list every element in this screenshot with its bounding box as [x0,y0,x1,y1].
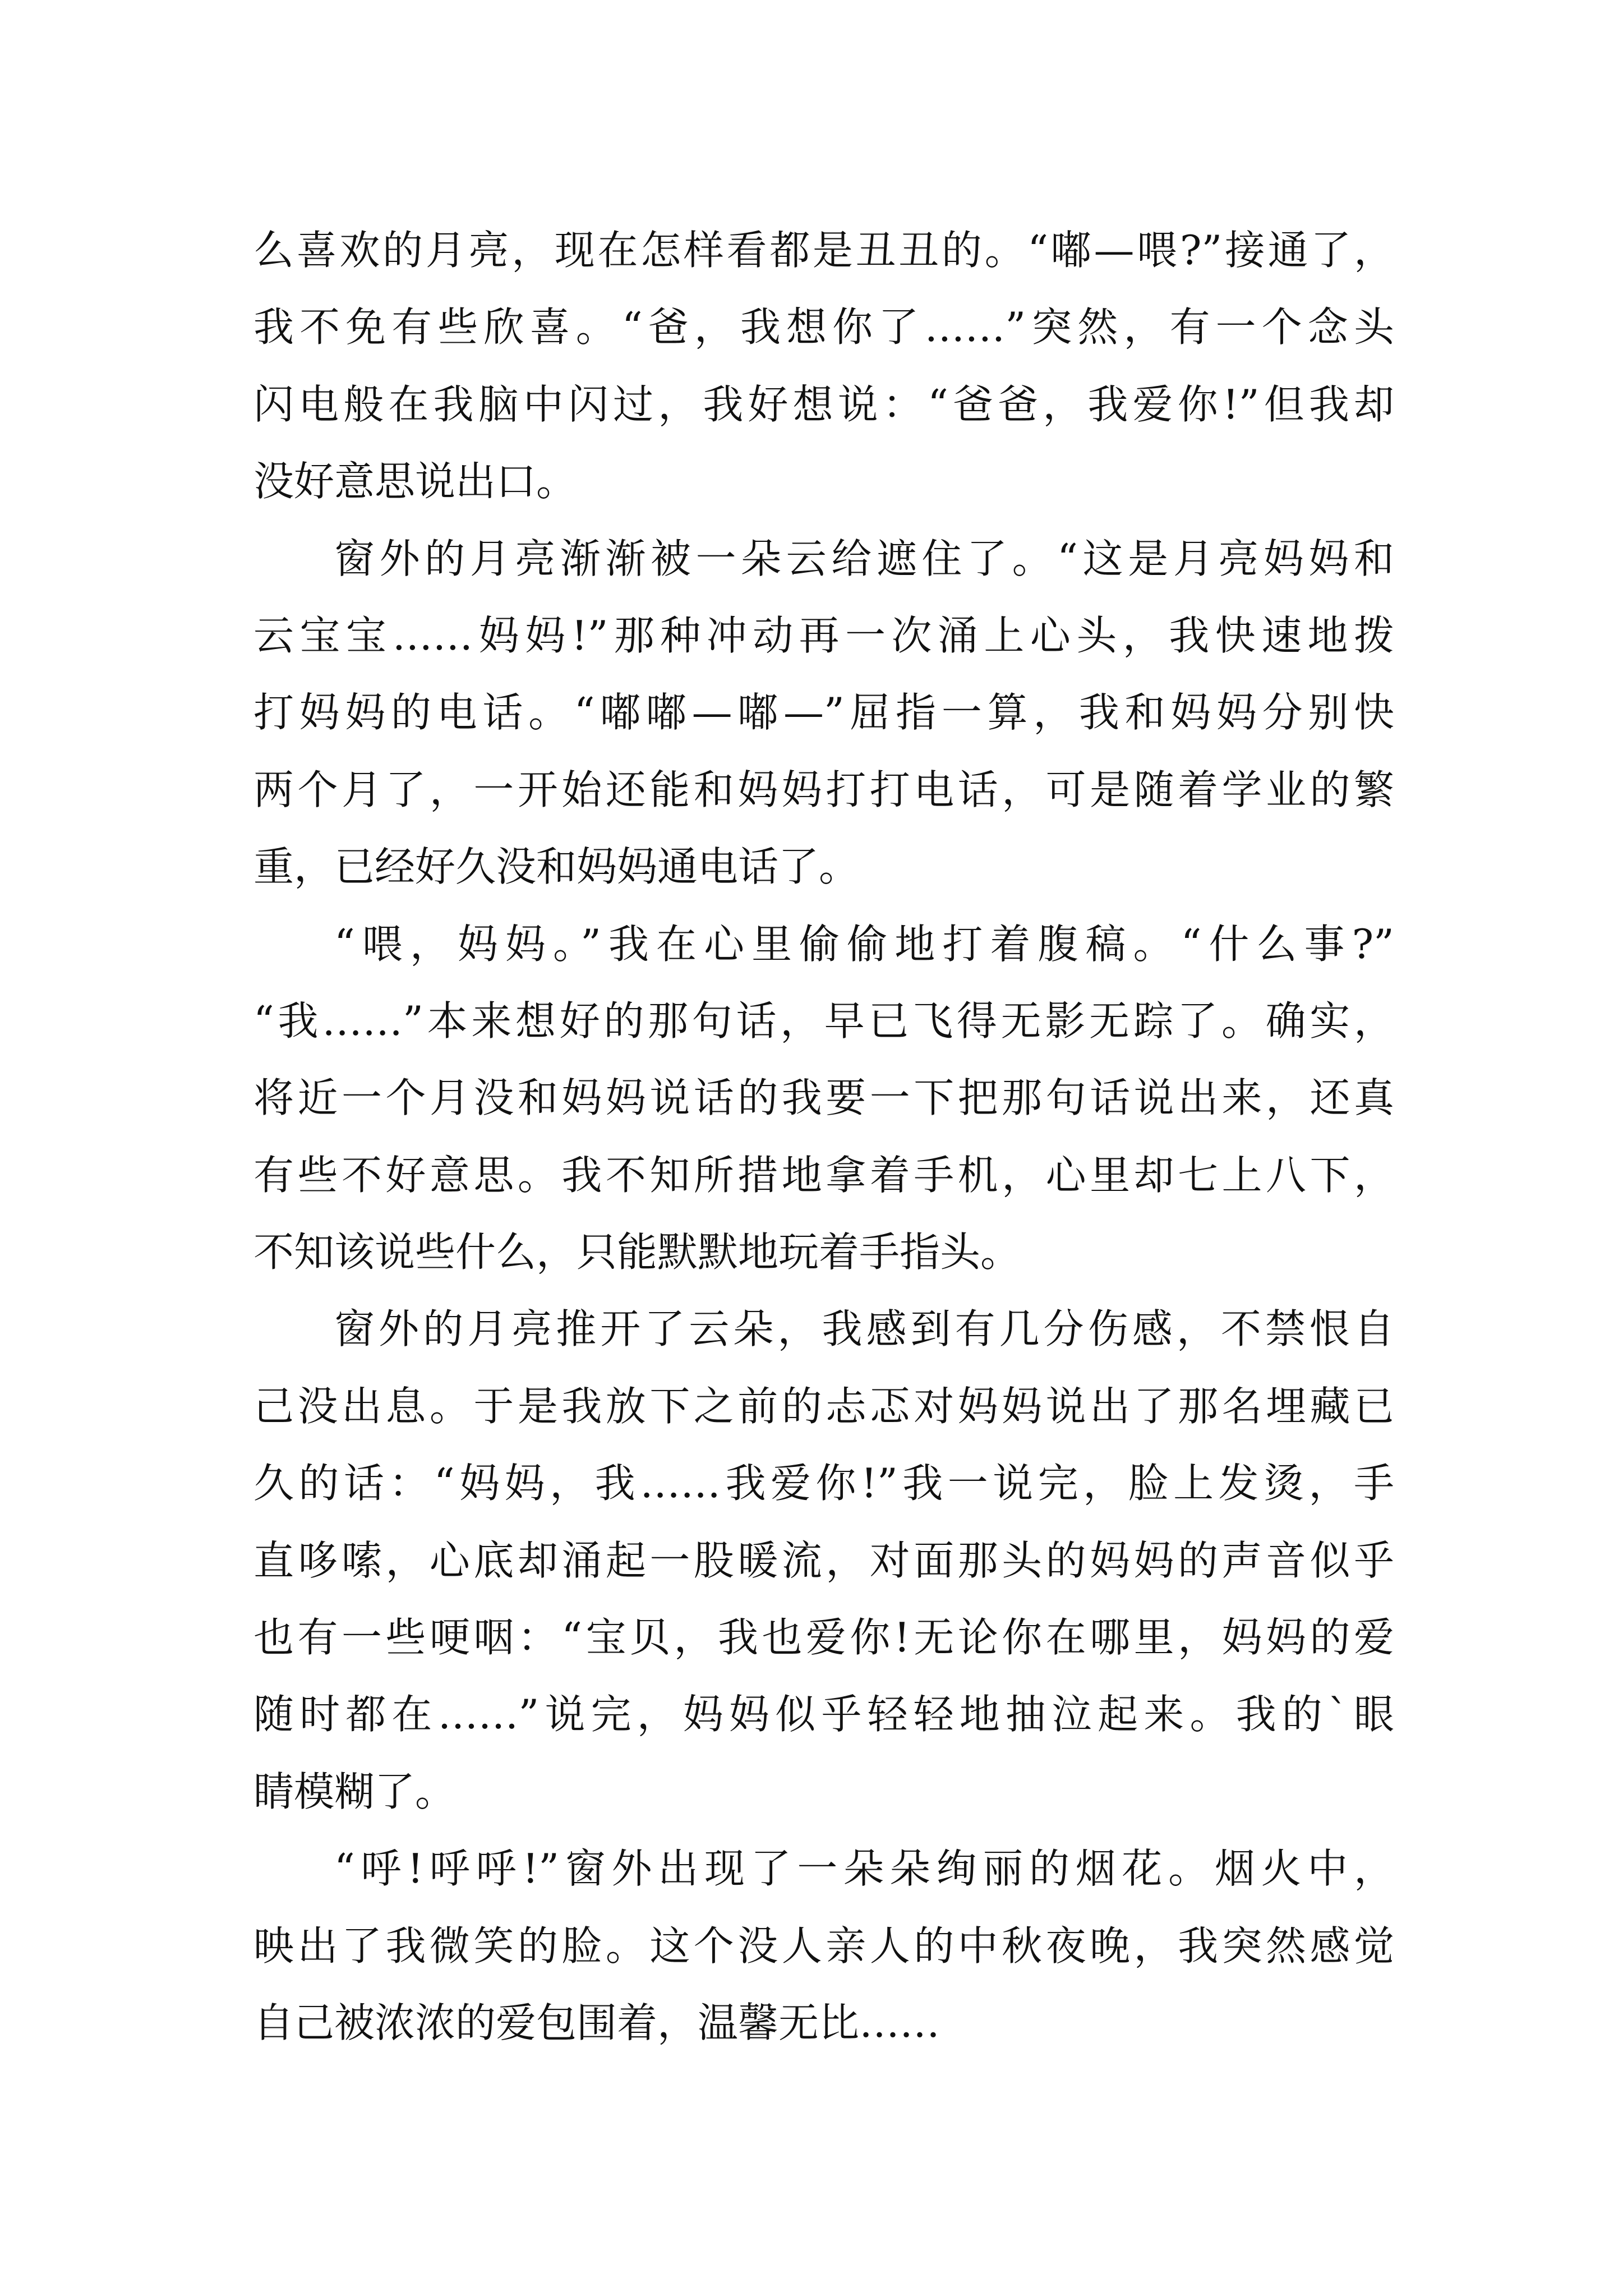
text-line: 直哆嗦，心底却涌起一股暖流，对面那头的妈妈的声音似乎 [253,1536,1394,1584]
text-line: 自己被浓浓的爱包围着，温馨无比…… [253,1999,940,2046]
text-line: 随时都在……”说完，妈妈似乎轻轻地抽泣起来。我的`眼 [253,1691,1394,1738]
text-line: 打妈妈的电话。“嘟嘟—嘟—”屈指一算，我和妈妈分别快 [253,689,1394,737]
text-line: 窗外的月亮渐渐被一朵云给遮住了。“这是月亮妈妈和 [334,535,1394,582]
text-line: “呼!呼呼!”窗外出现了一朵朵绚丽的烟花。烟火中， [334,1845,1394,1893]
text-line: “喂，妈妈。”我在心里偷偷地打着腹稿。“什么事?” [334,920,1394,968]
text-line: 重，已经好久没和妈妈通电话了。 [253,843,860,891]
text-line: 将近一个月没和妈妈说话的我要一下把那句话说出来，还真 [253,1074,1394,1122]
text-line: “我……”本来想好的那句话，早已飞得无影无踪了。确实， [253,997,1394,1045]
text-line: 么喜欢的月亮，现在怎样看都是丑丑的。“嘟—喂?”接通了， [253,227,1394,274]
text-line: 我不免有些欣喜。“爸，我想你了……”突然，有一个念头 [253,303,1394,351]
text-line: 久的话：“妈妈，我……我爱你!”我一说完，脸上发烫，手 [253,1460,1394,1507]
paragraph-1 [253,212,1394,521]
text-line: 两个月了，一开始还能和妈妈打打电话，可是随着学业的繁 [253,766,1394,813]
paragraph-3 [253,906,1394,1291]
text-line: 窗外的月亮推开了云朵，我感到有几分伤感，不禁恨自 [334,1305,1394,1353]
text-line: 闪电般在我脑中闪过，我好想说：“爸爸，我爱你!”但我却 [253,380,1394,428]
text-line: 也有一些哽咽：“宝贝，我也爱你!无论你在哪里，妈妈的爱 [253,1614,1394,1662]
text-line: 有些不好意思。我不知所措地拿着手机，心里却七上八下， [253,1151,1394,1199]
text-line: 不知该说些什么，只能默默地玩着手指头。 [253,1228,1021,1276]
text-line: 没好意思说出口。 [253,458,577,505]
text-line: 睛模糊了。 [253,1768,456,1815]
document-body [253,212,1394,2062]
paragraph-4 [253,1291,1394,1830]
text-line: 云宝宝……妈妈!”那种冲动再一次涌上心头，我快速地拨 [253,611,1394,659]
paragraph-2 [253,521,1394,906]
text-line: 映出了我微笑的脸。这个没人亲人的中秋夜晚，我突然感觉 [253,1922,1394,1970]
text-line: 己没出息。于是我放下之前的忐忑对妈妈说出了那名埋藏已 [253,1382,1394,1430]
paragraph-5 [253,1830,1394,2062]
